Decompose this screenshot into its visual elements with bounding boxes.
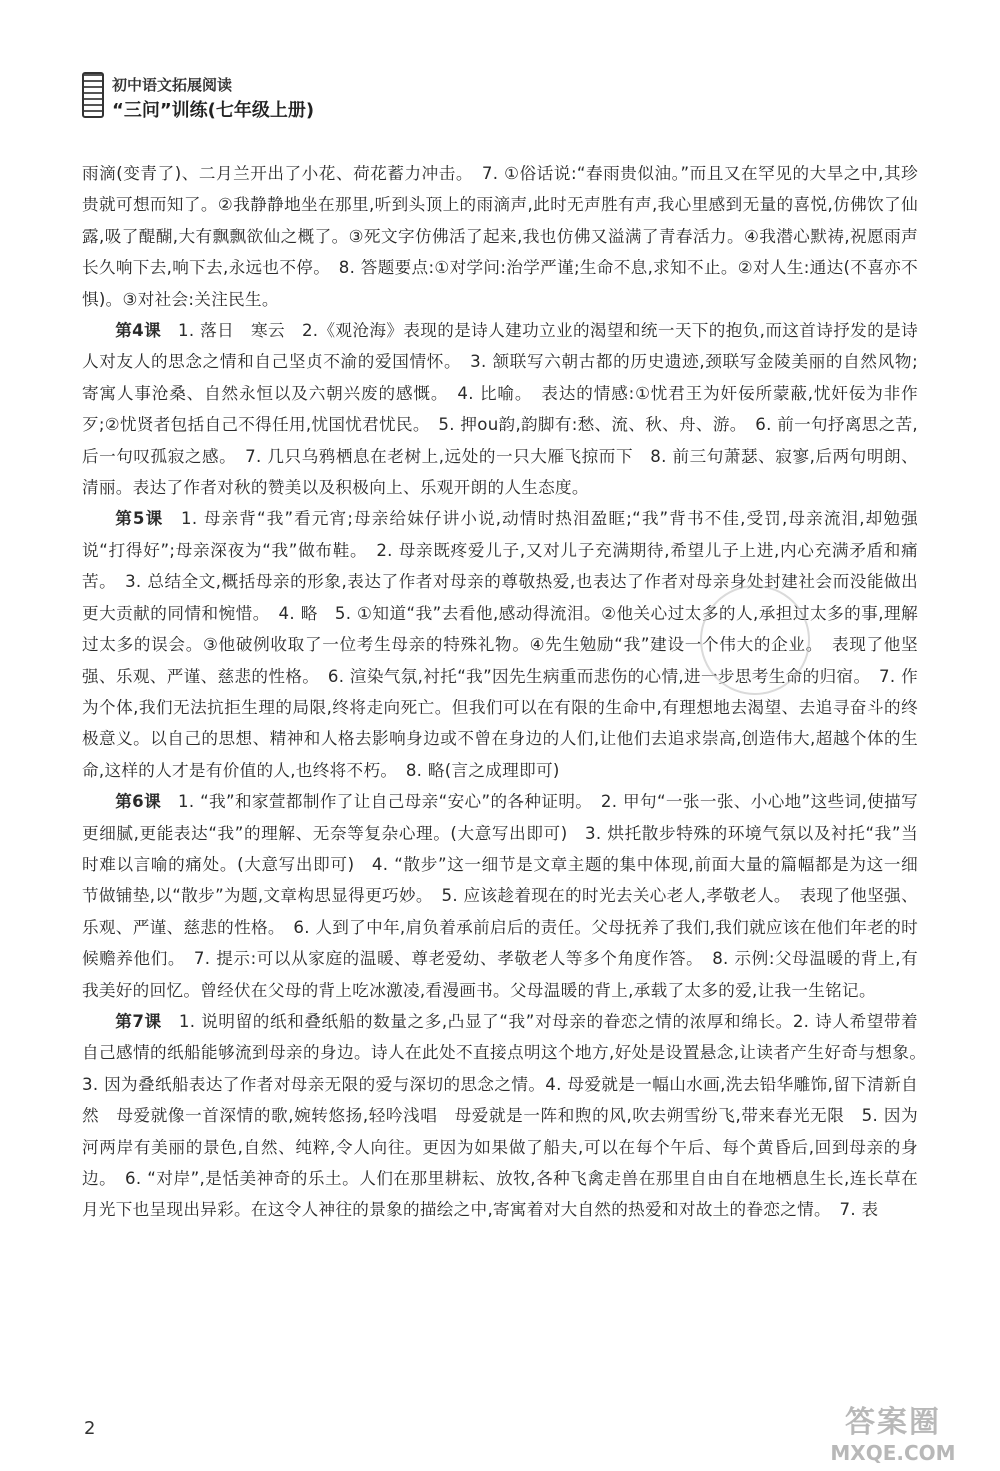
lesson-7-paragraph [82, 1006, 935, 1226]
lesson-text: 1. “我”和家萱都制作了让自己母亲“安心”的各种证明。 2. 甲句“一张一张、小心地”这些词,使描写更细腻,更能表达“我”的理解、无奈等复杂心理。(大意写出即可) 3. 烘托散步特殊的环境气氛以及衬托“我”当时难以言喻的痛处。(大意写出即可) 4. “散步”这一细节是文章主题的集中体现,前面大量的篇幅都是为这一细节做铺垫,以“散步”为题,文章构思显得更巧妙。 5. 应该趁着现在的时光去关心老人,孝敬老人。 表现了他坚强、乐观、严谨、慈悲的性格。 6. 人到了中年,肩负着承前启后的责任。父母抚养了我们,我们就应该在他们年老的时候赡养他们。 7. 提示:可以从家庭的温暖、尊老爱幼、孝敬老人等多个角度作答。 8. 示例:父母温暖的背上,有我美好的回忆。曾经伏在父母的背上吃冰激凌,看漫画书。父母温暖的背上,承载了太多的爱,让我一生铭记。 [82, 792, 918, 1000]
page-header [82, 72, 482, 132]
lesson-text: 1. 母亲背“我”看元宵;母亲给妹仔讲小说,动情时热泪盈眶;“我”背书不佳,受罚,母亲流泪,却勉强说“打得好”;母亲深夜为“我”做布鞋。 2. 母亲既疼爱儿子,又对儿子充满期待,希望儿子上进,内心充满矛盾和痛苦。 3. 总结全文,概括母亲的形象,表达了作者对母亲的尊敬热爱,也表达了作者对母亲身处封建社会而没能做出更大贡献的同情和惋惜。 4. 略 5. ①知道“我”去看他,感动得流泪。②他关心过太多的人,承担过太多的事,理解过太多的误会。③他破例收取了一位考生母亲的特殊礼物。④先生勉励“我”建设一个伟大的企业。 表现了他坚强、乐观、严谨、慈悲的性格。 6. 渲染气氛,衬托“我”因先生病重而悲伤的心情,进一步思考生命的归宿。 7. 作为个体,我们无法抗拒生理的局限,终将走向死亡。但我们可以在有限的生命中,有理想地去渴望、去追寻奋斗的终极意义。以自己的思想、精神和人格去影响身边或不曾在身边的人们,让他们去追求崇高,创造伟大,超越个体的生命,这样的人才是有价值的人,也终将不朽。 8. 略(言之成理即可) [82, 509, 918, 780]
watermark-url: MXQE.COM [830, 1441, 956, 1465]
book-title: “三问”训练(七年级上册) [112, 100, 315, 121]
series-name: 初中语文拓展阅读 [112, 76, 233, 94]
series-logo-icon [82, 72, 104, 118]
lesson-6-paragraph [82, 786, 918, 1006]
lesson-text: 1. 落日 寒云 2.《观沧海》表现的是诗人建功立业的渴望和统一天下的抱负,而这首诗抒发的是诗人对友人的思念之情和自己坚贞不渝的爱国情怀。 3. 颔联写六朝古都的历史遗迹,颈联写金陵美丽的自然风物;寄寓人事沧桑、自然永恒以及六朝兴废的感慨。 4. 比喻。 表达的情感:①忧君王为奸佞所蒙蔽,忧奸佞为非作歹;②忧贤者包括自己不得任用,忧国忧君忧民。 5. 押ou韵,韵脚有:愁、流、秋、舟、游。 6. 前一句抒离思之苦,后一句叹孤寂之感。 7. 几只乌鸦栖息在老树上,远处的一只大雁飞掠而下 8. 前三句萧瑟、寂寥,后两句明朗、清丽。表达了作者对秋的赞美以及积极向上、乐观开朗的人生态度。 [82, 321, 918, 498]
answer-content [82, 158, 935, 1226]
site-watermark [808, 1405, 978, 1468]
lesson-text: 1. 说明留的纸和叠纸船的数量之多,凸显了“我”对母亲的眷恋之情的浓厚和绵长。2. 诗人希望带着自己感情的纸船能够流到母亲的身边。诗人在此处不直接点明这个地方,好处是设置悬念,让读者产生好奇与想象。 3. 因为叠纸船表达了作者对母亲无限的爱与深切的思念之情。4. 母爱就是一幅山水画,洗去铅华雕饰,留下清新自然 母爱就像一首深情的歌,婉转悠扬,轻吟浅唱 母爱就是一阵和煦的风,吹去朔雪纷飞,带来春光无限 5. 因为河两岸有美丽的景色,自然、纯粹,令人向往。更因为如果做了船夫,可以在每个午后、每个黄昏后,回到母亲的身边。 6. “对岸”,是恬美神奇的乐土。人们在那里耕耘、放牧,各种飞禽走兽在那里自由自在地栖息生长,连长草在月光下也呈现出异彩。在这令人神往的景象的描绘之中,寄寓着对大自然的热爱和对故土的眷恋之情。 7. 表 [82, 1011, 935, 1220]
lesson-4-paragraph [82, 315, 918, 503]
intro-paragraph: 雨滴(变青了)、二月兰开出了小花、荷花蓄力冲击。 7. ①俗话说:“春雨贵似油。”而且又在罕见的大旱之中,其珍贵就可想而知了。②我静静地坐在那里,听到头顶上的雨滴声,此时无声胜有声,我心里感到无量的喜悦,仿佛饮了仙露,吸了醍醐,大有飘飘欲仙之概了。③死文字仿佛活了起来,我也仿佛又溢满了青春活力。④我潜心默祷,祝愿雨声长久响下去,响下去,永远也不停。 8. 答题要点:①对学问:治学严谨;生命不息,求知不止。②对人生:通达(不喜亦不惧)。③对社会:关注民生。 [82, 164, 918, 309]
watermark-logo: 答案圈 [845, 1405, 941, 1440]
lesson-label: 第7课 [115, 1011, 162, 1031]
page-number: 2 [84, 1418, 96, 1439]
lesson-label: 第4课 [115, 321, 162, 341]
lesson-label: 第5课 [115, 509, 164, 529]
lesson-label: 第6课 [115, 792, 162, 812]
stamp-watermark [700, 585, 810, 695]
